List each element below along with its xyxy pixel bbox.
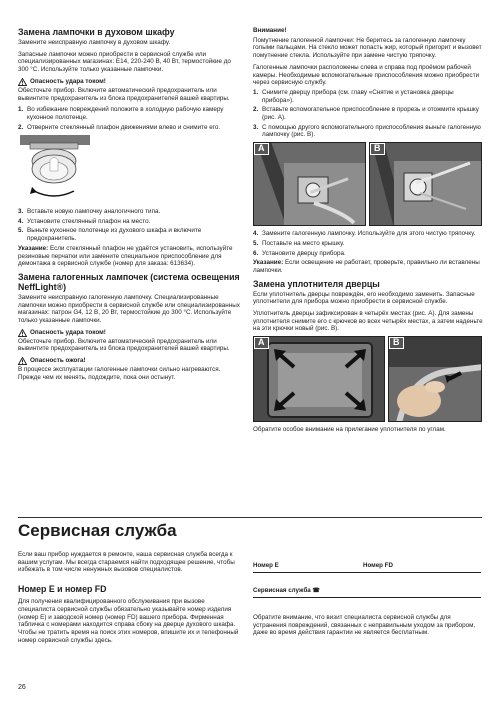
e-number-label: Номер E bbox=[253, 562, 279, 569]
halogen-warning2-heading: Опасность ожога! bbox=[18, 357, 243, 365]
number-row bbox=[253, 562, 481, 573]
service-right-text: Обратите внимание, что визит специалиста сервисной службы для устранения повреждений, связанных с неправильным уходом за прибором, даже во время действия гарантии не является бесплатным. bbox=[253, 614, 476, 637]
list-item: 5. Выньте кухонное полотенце из духового шкафа и включите предохранитель. bbox=[18, 227, 202, 243]
list-item: 4. Установите стеклянный плафон на место. bbox=[18, 217, 151, 225]
warning-icon bbox=[18, 329, 27, 337]
fd-number-label: Номер FD bbox=[363, 562, 393, 569]
halogen-warning1-heading: Опасность удара током! bbox=[18, 329, 243, 337]
page-number: 26 bbox=[18, 684, 26, 691]
left-column bbox=[18, 27, 243, 386]
service-row bbox=[253, 587, 481, 598]
lamp-warning-text: Обесточьте прибор. Включите автоматический предохранитель или вывинтите предохранитель из блока предохранителей вашей квартиры. bbox=[18, 86, 230, 102]
seal-text1: Если уплотнитель дверцы повреждён, его необходимо заменить. Запасные уплотнители для прибора можно приобрести в сервисной службе. bbox=[253, 290, 475, 306]
warning-icon bbox=[18, 78, 27, 86]
service-number-table bbox=[253, 562, 481, 598]
figure-label: A bbox=[254, 143, 269, 155]
halogen-figures bbox=[253, 142, 483, 226]
halogen-steps-a bbox=[253, 89, 483, 139]
lamp-steps-a bbox=[18, 106, 243, 131]
list-item: 6. Установите дверцу прибора. bbox=[253, 249, 346, 257]
seal-figures bbox=[253, 336, 483, 422]
seal-figure-a bbox=[253, 336, 385, 422]
lamp-note: Указание: Если стеклянный плафон не удаётся установить, используйте резиновые перчатки или замените специальное приспособление для демонтажа в сервисной службе (номер для заказа: 613634). bbox=[18, 244, 233, 268]
seal-text2: Уплотнитель дверцы зафиксирован в четырёх местах (рис. А). Для замены уплотнителя снимите его с крючков во всех четырёх местах, а затем наденьте на эти крючки новый (рис. B). bbox=[253, 310, 483, 333]
service-sub-text: Для получения квалифицированного обслуживания при вызове специалиста сервисной службы обязательно указывайте номер изделия (номер E) и заводской номер (номер FD) вашего прибора. Фирменная табличка с номерами находится справа сбоку на дверце духового шкафа. Чтобы не тратить время на поиск этих номеров, впишите их и телефонный номер сервисной службы здесь. bbox=[18, 598, 239, 644]
warning-icon bbox=[18, 357, 27, 365]
service-left bbox=[18, 551, 243, 648]
attention-title: Внимание! bbox=[253, 27, 287, 34]
list-item: 1. Снимите дверцу прибора (см. главу «Снятие и установка дверцы прибора»). bbox=[253, 88, 454, 104]
list-item: 4. Замените галогенную лампочку. Используйте для этого чистую тряпочку. bbox=[253, 230, 476, 238]
seal-figure-b bbox=[388, 336, 482, 422]
lamp-spare: Запасные лампочки можно приобрести в сервисной службе или специализированных магазинах: E14, 220-240 В, 40 Вт, термостойкие до 300 °С. Используйте только указанные лампочки. bbox=[18, 50, 231, 74]
halogen-steps-b bbox=[253, 230, 483, 257]
lamp-steps-b bbox=[18, 208, 243, 243]
list-item: 3. Вставьте новую лампочку аналогичного типа. bbox=[18, 208, 161, 216]
seal-replace-illustration bbox=[389, 337, 482, 422]
right-column bbox=[253, 27, 483, 438]
seal-caption: Обратите особое внимание на прилегание уплотнителя по углам. bbox=[253, 426, 446, 434]
figure-label: B bbox=[370, 143, 385, 155]
list-item: 1. Во избежание повреждений положите в холодную рабочую камеру кухонное полотенце. bbox=[18, 106, 224, 121]
halogen-intro: Замените неисправную галогенную лампочку. Специализированные лампочки можно приобрести в сервисной службе или специализированных магазинах: патрон G4, 12 В, 20 Вт, термостойкие до 300 °С. Используйте только указанные лампочки. bbox=[18, 293, 240, 325]
service-title: Сервисная служба bbox=[18, 521, 177, 540]
seal-section-title: Замена уплотнителя дверцы bbox=[253, 278, 380, 289]
list-item: 2. Отверните стеклянный плафон движениями влево и снимите его. bbox=[18, 123, 221, 131]
list-item: 2. Вставьте вспомогательное приспособление в прорезь и отожмите крышку (рис. А). bbox=[253, 106, 479, 122]
service-right bbox=[253, 614, 481, 641]
lamp-intro: Замените неисправную лампочку в духовом шкафу. bbox=[18, 39, 171, 46]
section-divider bbox=[18, 517, 482, 518]
halogen-lamp-removal-illustration bbox=[370, 143, 482, 226]
halogen-figure-b bbox=[369, 142, 482, 226]
halogen-warning2-text: В процессе эксплуатации галогенные лампочки сильно нагреваются. Прежде чем их менять, подождите, пока они остынут. bbox=[18, 366, 221, 381]
lamp-cover-illustration bbox=[20, 135, 90, 203]
service-subtitle: Номер E и номер FD bbox=[18, 584, 107, 595]
halogen-note: Указание: Если освещение не работает, проверьте, правильно ли вставлены лампочки. bbox=[253, 259, 480, 274]
halogen-warning1-text: Обесточьте прибор. Включите автоматический предохранитель или вывинтите предохранитель из блока предохранителей вашей квартиры. bbox=[18, 337, 230, 353]
list-item: 3. С помощью другого вспомогательного приспособления выньте галогенную лампочку (рис. B). bbox=[253, 123, 481, 139]
figure-label: A bbox=[254, 337, 269, 349]
attention-text1: Помутнение галогенной лампочки: Не беритесь за галогенную лампочку голыми пальцами. На стекло может попасть жир, который пригорит и вызовет помутнение стекла. Используйте при замене чистую тряпочку. bbox=[253, 36, 482, 60]
halogen-figure-a bbox=[253, 142, 366, 226]
service-phone-label: Сервисная служба ☎ bbox=[253, 587, 321, 594]
halogen-cover-illustration bbox=[254, 143, 366, 226]
service-intro: Если ваш прибор нуждается в ремонте, наша сервисная служба всегда к вашим услугам. Мы всегда стараемся найти подходящее решение, чтобы избежать в том числе ненужных вызовов специалистов. bbox=[18, 551, 235, 574]
list-item: 5. Поставьте на место крышку. bbox=[253, 239, 345, 247]
attention-text2: Галогенные лампочки расположены слева и справа под проёмом рабочей камеры. Необходимые вспомогательные приспособления можно приобрести через сервисную службу. bbox=[253, 63, 480, 87]
halogen-section-title: Замена галогенных лампочек (система освещения NeffLight®) bbox=[18, 271, 240, 292]
lamp-warning-heading bbox=[18, 78, 243, 86]
figure-label: B bbox=[389, 337, 404, 349]
lamp-warning-title: Опасность удара током! bbox=[30, 77, 106, 85]
seal-hooks-illustration bbox=[254, 337, 385, 422]
lamp-section-title: Замена лампочки в духовом шкафу bbox=[18, 27, 175, 37]
